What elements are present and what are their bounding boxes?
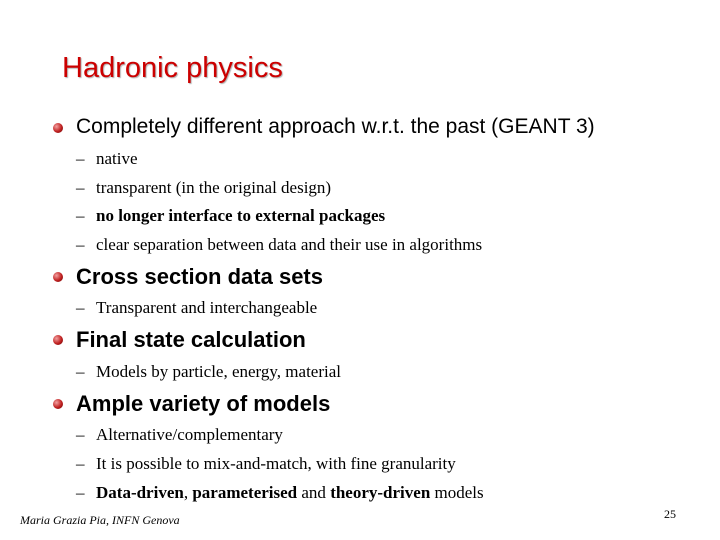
sub-text-part: , xyxy=(183,483,193,502)
footer-author: Maria Grazia Pia, INFN Genova xyxy=(20,513,180,527)
bullet-icon xyxy=(53,399,63,409)
bullet-text: Completely different approach w.r.t. the past (GEANT 3) xyxy=(76,115,595,138)
sub-text: Alternative/complementary xyxy=(96,425,283,444)
sub-item xyxy=(76,178,332,198)
dash-icon: – xyxy=(76,178,85,197)
sub-item xyxy=(76,206,386,226)
dash-icon: – xyxy=(76,298,85,317)
sub-text: Models by particle, energy, material xyxy=(96,362,341,381)
sub-item xyxy=(76,235,483,255)
sub-text-part: theory-driven xyxy=(330,483,431,502)
sub-text: clear separation between data and their use in algorithms xyxy=(96,235,483,254)
sub-text-part: Data-driven xyxy=(96,483,184,502)
sub-text-part: models xyxy=(430,483,484,502)
bullet-icon xyxy=(53,123,63,133)
sub-item xyxy=(76,149,138,169)
sub-text: transparent (in the original design) xyxy=(96,178,332,197)
sub-item xyxy=(76,483,484,503)
dash-icon: – xyxy=(76,454,85,473)
dash-icon: – xyxy=(76,149,85,168)
slide-title: Hadronic physics xyxy=(62,52,283,84)
bullet-icon xyxy=(53,272,63,282)
page-number: 25 xyxy=(664,507,676,521)
dash-icon: – xyxy=(76,483,85,502)
sub-text-part: and xyxy=(297,483,331,502)
sub-text: It is possible to mix-and-match, with fine granularity xyxy=(96,454,456,473)
bullet-text: Final state calculation xyxy=(76,327,306,352)
sub-item xyxy=(76,425,283,445)
bullet-cross-section xyxy=(76,264,323,290)
sub-text: Transparent and interchangeable xyxy=(96,298,318,317)
dash-icon: – xyxy=(76,206,85,225)
sub-text: native xyxy=(96,149,138,168)
dash-icon: – xyxy=(76,362,85,381)
sub-text-part: parameterised xyxy=(192,483,298,502)
sub-item xyxy=(76,454,456,474)
sub-text: no longer interface to external packages xyxy=(96,206,386,225)
bullet-icon xyxy=(53,335,63,345)
sub-item xyxy=(76,298,318,318)
bullet-approach xyxy=(76,115,595,139)
bullet-models xyxy=(76,391,330,417)
sub-item xyxy=(76,362,341,382)
bullet-text: Cross section data sets xyxy=(76,264,323,289)
bullet-final-state xyxy=(76,327,306,353)
dash-icon: – xyxy=(76,425,85,444)
bullet-text: Ample variety of models xyxy=(76,391,331,416)
dash-icon: – xyxy=(76,235,85,254)
